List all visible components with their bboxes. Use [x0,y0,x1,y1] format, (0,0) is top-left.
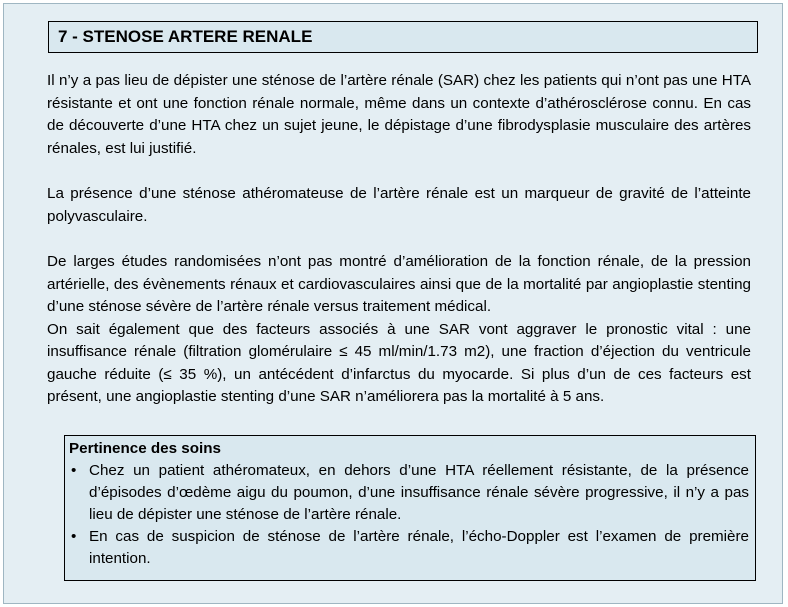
paragraph-block-1 [47,70,751,160]
list-item-text: En cas de suspicion de sténose de l’artère rénale, l’écho-Doppler est l’examen de première intention. [89,528,749,567]
paragraph-marker: La présence d’une sténose athéromateuse de l’artère rénale est un marqueur de gravité de l’atteinte polyvasculaire. [47,185,751,225]
list-item [69,526,749,570]
care-box-list [69,460,749,570]
paragraph-screening: Il n’y a pas lieu de dépister une sténose de l’artère rénale (SAR) chez les patients qui n’ont pas une HTA résistante et ont une fonction rénale normale, même dans un contexte d’athérosclérose connu. En cas de découverte d’une HTA chez un sujet jeune, le dépistage d’une fibrodysplasie musculaire des artères rénales, est lui justifié. [47,72,751,157]
care-box-title: Pertinence des soins [69,440,221,457]
bullet-icon: • [71,462,77,479]
bullet-icon: • [71,528,77,545]
paragraph-studies: De larges études randomisées n’ont pas montré d’amélioration de la fonction rénale, de la pression artérielle, des évènements rénaux et cardiovasculaires ainsi que de la mortalité par angioplastie stenting d’une sténose sévère de l’artère rénale versus traitement médical. [47,253,751,315]
paragraph-block-2 [47,183,751,228]
list-item-text: Chez un patient athéromateux, en dehors d’une HTA réellement résistante, de la présence d’épisodes d’œdème aigu du poumon, d’une insuffisance rénale sévère progressive, il n’y a pas lieu de dépister une sténose de l’artère rénale. [89,462,749,523]
document-page [3,3,783,604]
section-title: 7 - STENOSE ARTERE RENALE [48,21,758,53]
care-relevance-box [64,435,756,581]
paragraph-block-3 [47,251,751,409]
paragraph-prognosis: On sait également que des facteurs associés à une SAR vont aggraver le pronostic vital : une insuffisance rénale (filtration glomérulaire ≤ 45 ml/min/1.73 m2), une fraction d’éjection du ventricule gauche réduite (≤ 35 %), un antécédent d’infarctus du myocarde. Si plus d’un de ces facteurs est présent, une angioplastie stenting d’une SAR n’améliorera pas la mortalité à 5 ans. [47,320,751,405]
list-item [69,460,749,526]
